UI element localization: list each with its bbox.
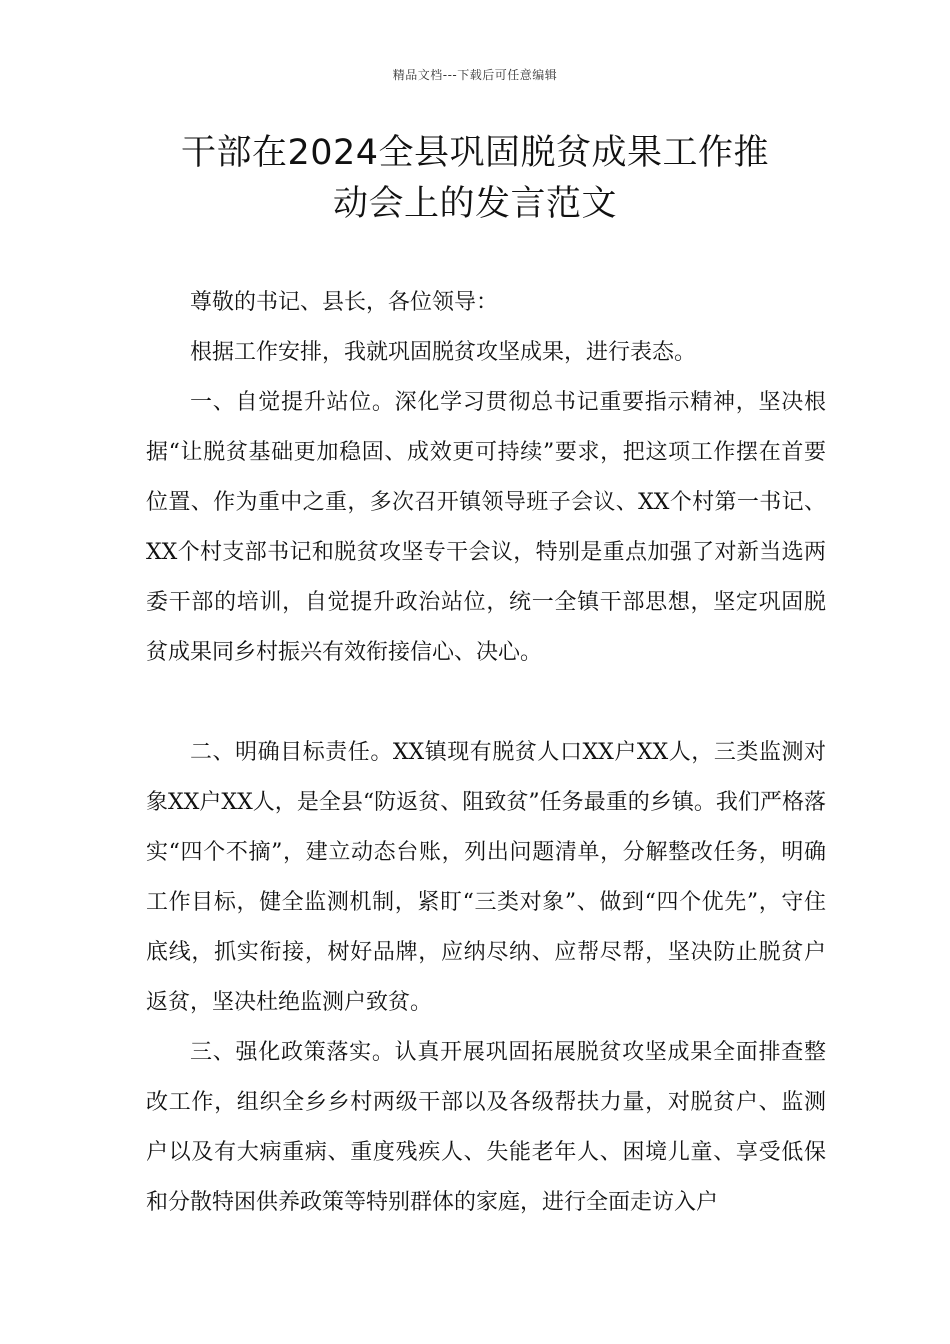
paragraph-salutation: 尊敬的书记、县长，各位领导： <box>190 290 499 315</box>
paragraph-section-3: 三、强化政策落实。认真开展巩固拓展脱贫攻坚成果全面排查整改工作，组织全乡乡村两级干部以及各级帮扶力量，对脱贫户、监测户以及有大病重病、重度残疾人、失能老年人、困境儿童、享受低保和分散特困供养政策等特别群体的家庭，进行全面走访入户 <box>146 1040 826 1215</box>
title-line-1: 干部在2024全县巩固脱贫成果工作推 <box>180 133 770 173</box>
paragraph-section-2: 二、明确目标责任。XX镇现有脱贫人口XX户XX人，三类监测对象XX户XX人，是全县“防返贫、阻致贫”任务最重的乡镇。我们严格落实“四个不摘”，建立动态台账，列出问题清单，分解整改任务，明确工作目标，健全监测机制，紧盯“三类对象”、做到“四个优先”，守住底线，抓实衔接，树好品牌，应纳尽纳、应帮尽帮，坚决防止脱贫户返贫，坚决杜绝监测户致贫。 <box>146 740 826 1015</box>
title-line-2: 动会上的发言范文 <box>332 184 617 224</box>
page-header: 精品文档---下载后可任意编辑 <box>392 68 558 82</box>
document-title <box>110 128 840 230</box>
paragraph-intro: 根据工作安排，我就巩固脱贫攻坚成果，进行表态。 <box>190 340 697 365</box>
paragraph-section-1: 一、自觉提升站位。深化学习贯彻总书记重要指示精神，坚决根据“让脱贫基础更加稳固、成效更可持续”要求，把这项工作摆在首要位置、作为重中之重，多次召开镇领导班子会议、XX个村第一书记、XX个村支部书记和脱贫攻坚专干会议，特别是重点加强了对新当选两委干部的培训，自觉提升政治站位，统一全镇干部思想，坚定巩固脱贫成果同乡村振兴有效衔接信心、决心。 <box>146 390 826 665</box>
document-body <box>146 278 826 1228</box>
